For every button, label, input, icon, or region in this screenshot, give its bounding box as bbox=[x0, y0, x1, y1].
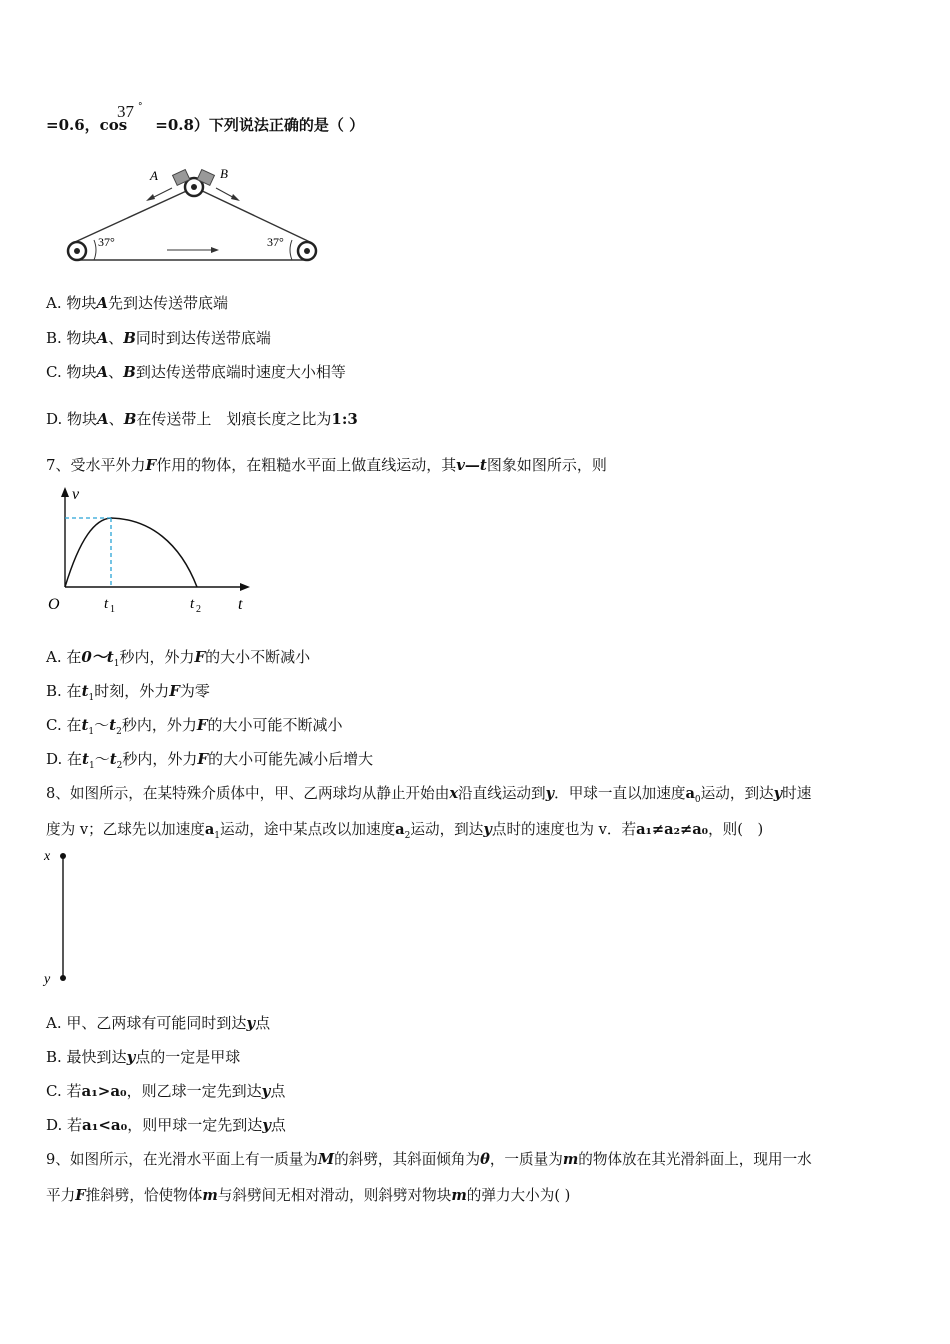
label-b: B bbox=[220, 166, 228, 181]
q8-stem-line2: 度为 v；乙球先以加速度$a_1$运动，途中某点改以加速度$a_2$运动，到达y点时的速度也为 v．若a₁≠a₂≠a₀，则( ) bbox=[46, 821, 764, 841]
velocity-curve bbox=[65, 518, 197, 587]
q6-stem-part-b: =0.8）下列说法正确的是（ ） bbox=[155, 116, 365, 134]
q6-conveyor-figure bbox=[60, 160, 330, 274]
q6-option-c[interactable]: C. 物块A、B到达传送带底端时速度大小相等 bbox=[46, 363, 346, 381]
right-pulley bbox=[298, 242, 316, 260]
degree-mark: ° bbox=[138, 102, 143, 112]
q6-angle-superscript: 37 bbox=[117, 102, 134, 121]
angle-left-label: 37° bbox=[98, 235, 115, 249]
q6-option-b[interactable]: B. 物块A、B同时到达传送带底端 bbox=[46, 329, 271, 347]
q6-stem-part-a: =0.6，cos bbox=[46, 116, 128, 134]
q8-option-b[interactable]: B. 最快到达y点的一定是甲球 bbox=[46, 1048, 241, 1066]
q8-stem-line1: 8、如图所示，在某特殊介质体中，甲、乙两球均从静止开始由x沿直线运动到y．甲球一直以加速度$a_0$运动，到达y时速 bbox=[46, 785, 812, 805]
q7-option-b[interactable]: B. 在$t_1$时刻，外力F为零 bbox=[46, 682, 210, 703]
q8-xy-figure bbox=[40, 845, 80, 994]
q6-option-a[interactable]: A. 物块A先到达传送带底端 bbox=[46, 294, 229, 312]
label-a: A bbox=[150, 168, 158, 183]
label-x: x bbox=[44, 849, 51, 864]
q9-stem-line2: 平力F推斜劈，恰使物体m与斜劈间无相对滑动，则斜劈对物块m的弹力大小为( ) bbox=[46, 1187, 571, 1204]
q7-option-c[interactable]: C. 在$t_1\sim t_2$秒内，外力F的大小可能不断减小 bbox=[46, 716, 343, 737]
axis-v-label: v bbox=[72, 486, 80, 503]
t1-sub: 1 bbox=[110, 604, 115, 615]
q7-stem: 7、受水平外力F作用的物体，在粗糙水平面上做直线运动，其v—t图象如图所示，则 bbox=[46, 456, 607, 474]
q6-option-d[interactable]: D. 物块A、B在传送带上 划痕长度之比为1:3 bbox=[46, 410, 358, 428]
q7-option-d[interactable]: D. 在$t_1\sim t_2$秒内，外力F的大小可能先减小后增大 bbox=[46, 750, 374, 771]
q6-stem bbox=[46, 115, 364, 135]
origin-label: O bbox=[48, 596, 60, 613]
q7-option-a[interactable]: A. 在$0\sim t_1$秒内，外力F的大小不断减小 bbox=[46, 648, 311, 669]
q9-stem-line1: 9、如图所示，在光滑水平面上有一质量为M的斜劈，其斜面倾角为θ，一质量为m的物体放在其光滑斜面上，现用一水 bbox=[46, 1151, 812, 1168]
q8-option-d[interactable]: D. 若a₁<a₀，则甲球一定先到达y点 bbox=[46, 1116, 286, 1134]
t1-label: t bbox=[104, 596, 109, 612]
angle-right-label: 37° bbox=[267, 235, 284, 249]
q8-option-c[interactable]: C. 若a₁>a₀，则乙球一定先到达y点 bbox=[46, 1082, 286, 1100]
label-y: y bbox=[44, 972, 51, 987]
t2-label: t bbox=[190, 596, 195, 612]
point-y bbox=[60, 975, 66, 981]
q8-option-a[interactable]: A. 甲、乙两球有可能同时到达y点 bbox=[46, 1014, 271, 1032]
axis-t-label: t bbox=[238, 596, 243, 613]
t2-sub: 2 bbox=[196, 604, 201, 615]
left-pulley bbox=[68, 242, 86, 260]
point-x bbox=[60, 853, 66, 859]
q7-vt-graph bbox=[40, 483, 260, 622]
